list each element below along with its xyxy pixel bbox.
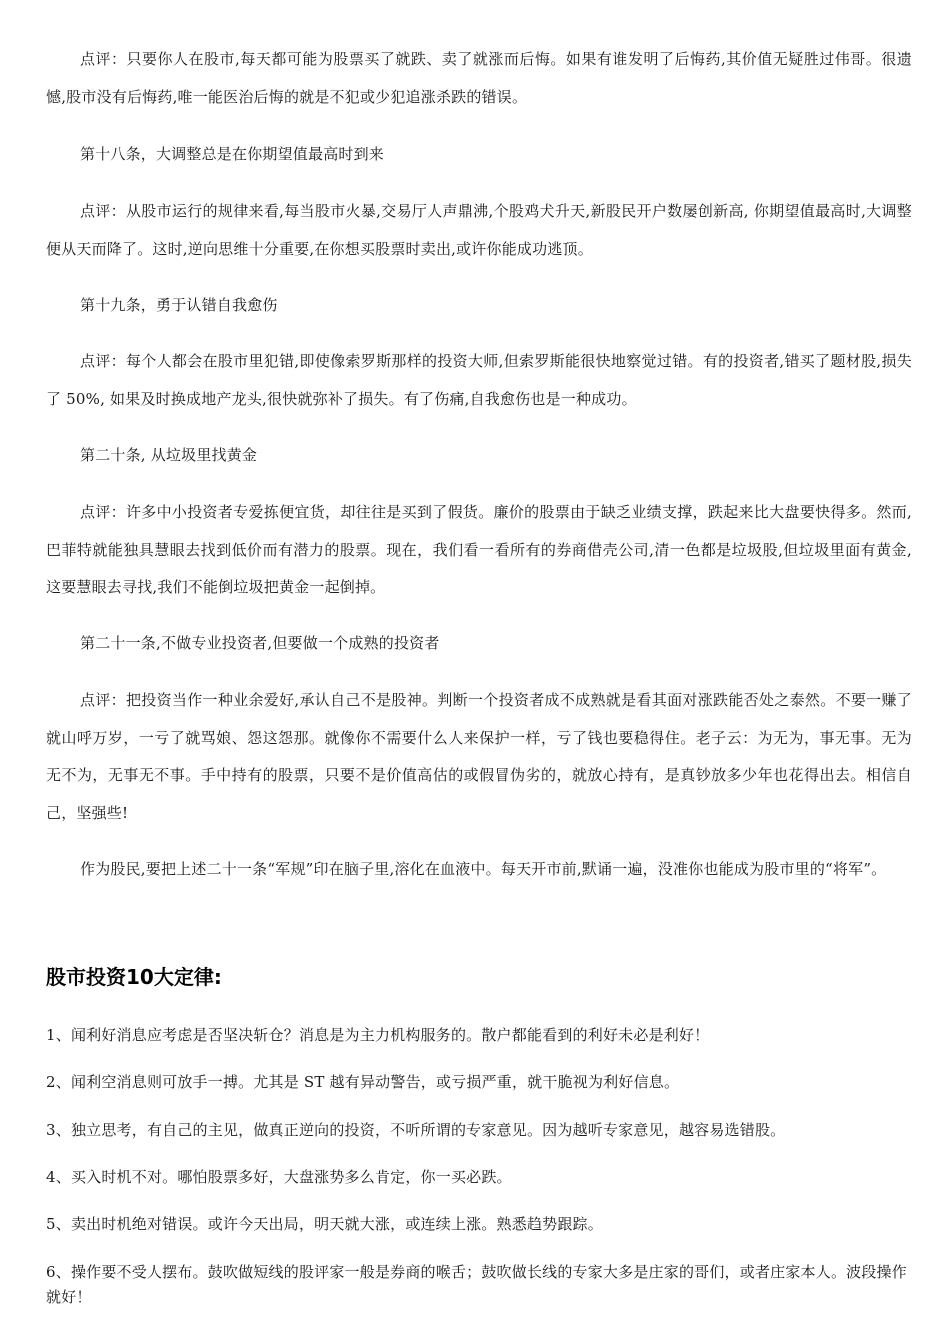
rule-21-heading: 第二十一条,不做专业投资者,但要做一个成熟的投资者 — [80, 634, 440, 652]
commentary-paragraph: 点评：每个人都会在股市里犯错,即使像索罗斯那样的投资大师,但索罗斯能很快地察觉过错。有的投资者,错买了题材股,损失了 50%, 如果及时换成地产龙头,很快就弥补了损失。有了伤痛,自我愈伤也是一种成功。 — [46, 352, 912, 408]
law-item-1: 1、闻利好消息应考虑是否坚决斩仓？消息是为主力机构服务的。散户都能看到的利好未必是利好！ — [46, 1026, 710, 1044]
commentary-paragraph: 点评：只要你人在股市,每天都可能为股票买了就跌、卖了就涨而后悔。如果有谁发明了后悔药,其价值无疑胜过伟哥。很遗憾,股市没有后悔药,唯一能医治后悔的就是不犯或少犯追涨杀跌的错误。 — [46, 50, 912, 106]
commentary-paragraph: 点评：从股市运行的规律来看,每当股市火暴,交易厅人声鼎沸,个股鸡犬升天,新股民开户数屡创新高, 你期望值最高时,大调整便从天而降了。这时,逆向思维十分重要,在你想买股票时卖出,或许你能成功逃顶。 — [46, 202, 912, 258]
section-title: 股市投资10大定律: — [46, 965, 222, 989]
commentary-paragraph: 点评：把投资当作一种业余爱好,承认自己不是股神。判断一个投资者成不成熟就是看其面对涨跌能否处之泰然。不要一赚了就山呼万岁，一亏了就骂娘、怨这怨那。就像你不需要什么人来保护一样，亏了钱也要稳得住。老子云：为无为，事无事。无为无不为，无事无不事。手中持有的股票，只要不是价值高估的或假冒伪劣的，就放心持有，是真钞放多少年也花得出去。相信自己，坚强些! — [46, 691, 912, 822]
law-item-6: 6、操作要不受人摆布。鼓吹做短线的股评家一般是券商的喉舌；鼓吹做长线的专家大多是庄家的哥们，或者庄家本人。波段操作就好！ — [46, 1263, 907, 1306]
law-item-2: 2、闻利空消息则可放手一搏。尤其是 ST 越有异动警告，或亏损严重，就干脆视为利好信息。 — [46, 1073, 680, 1091]
law-item-3: 3、独立思考，有自己的主见，做真正逆向的投资，不听所谓的专家意见。因为越听专家意见，越容易选错股。 — [46, 1121, 786, 1139]
law-item-5: 5、卖出时机绝对错误。或许今天出局，明天就大涨，或连续上涨。熟悉趋势跟踪。 — [46, 1215, 603, 1233]
rule-19-heading: 第十九条，勇于认错自我愈伤 — [80, 296, 278, 314]
rule-18-heading: 第十八条，大调整总是在你期望值最高时到来 — [80, 145, 385, 163]
rule-20-heading: 第二十条, 从垃圾里找黄金 — [80, 446, 258, 464]
commentary-paragraph: 点评：许多中小投资者专爱拣便宜货，却往往是买到了假货。廉价的股票由于缺乏业绩支撑，跌起来比大盘要快得多。然而,巴菲特就能独具慧眼去找到低价而有潜力的股票。现在，我们看一看所有的券商借壳公司,清一色都是垃圾股,但垃圾里面有黄金,这要慧眼去寻找,我们不能倒垃圾把黄金一起倒掉。 — [46, 503, 912, 596]
closing-paragraph: 作为股民,要把上述二十一条“军规”印在脑子里,溶化在血液中。每天开市前,默诵一遍，没准你也能成为股市里的“将军”。 — [80, 860, 887, 878]
law-item-4: 4、买入时机不对。哪怕股票多好，大盘涨势多么肯定，你一买必跌。 — [46, 1168, 512, 1186]
